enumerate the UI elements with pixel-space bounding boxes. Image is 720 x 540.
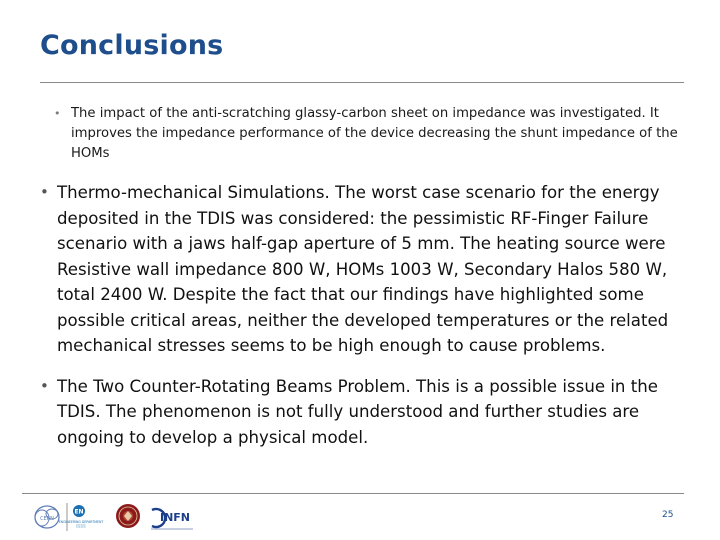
bullet-list <box>40 104 686 465</box>
svg-text:░░░░: ░░░░ <box>76 524 86 528</box>
bullet-item-impedance <box>54 104 686 164</box>
en-logo <box>59 505 104 528</box>
svg-text:CERN: CERN <box>40 516 54 522</box>
bullet-marker: • <box>40 376 49 395</box>
university-seal-logo <box>116 504 140 528</box>
title-divider <box>40 82 684 83</box>
bullet-marker: • <box>54 107 61 120</box>
footer-logos <box>30 500 200 534</box>
svg-text:ENGINEERING DEPARTMENT: ENGINEERING DEPARTMENT <box>58 520 104 524</box>
svg-text:EN: EN <box>74 508 84 516</box>
bullet-text: The Two Counter-Rotating Beams Problem. This is a possible issue in the TDIS. The phenomenon is not fully understood and further studies are ongoing to develop a physical model. <box>57 376 658 447</box>
cern-logo <box>35 506 59 528</box>
footer-divider <box>22 493 684 494</box>
infn-logo <box>151 509 193 529</box>
slide-title: Conclusions <box>40 30 224 61</box>
svg-text:INFN: INFN <box>159 511 191 524</box>
page-number: 25 <box>662 510 674 520</box>
bullet-item-beams <box>40 374 686 451</box>
bullet-item-thermo <box>40 180 686 359</box>
bullet-text: The impact of the anti-scratching glassy-carbon sheet on impedance was investigated. It improves the impedance performance of the device decreasing the shunt impedance of the HOMs <box>71 106 678 161</box>
bullet-marker: • <box>40 183 49 201</box>
bullet-text: Thermo-mechanical Simulations. The worst case scenario for the energy deposited in the TDIS was considered: the pessimistic RF-Finger Failure scenario with a jaws half-gap aperture of 5 mm. The heating source were Resistive wall impedance 800 W, HOMs 1003 W, Secondary Halos 580 W, total 2400 W. Despite the fact that our findings have highlighted some possible critical areas, neither the developed temperatures or the related mechanical stresses seems to be high enough to cause problems. <box>57 183 669 355</box>
